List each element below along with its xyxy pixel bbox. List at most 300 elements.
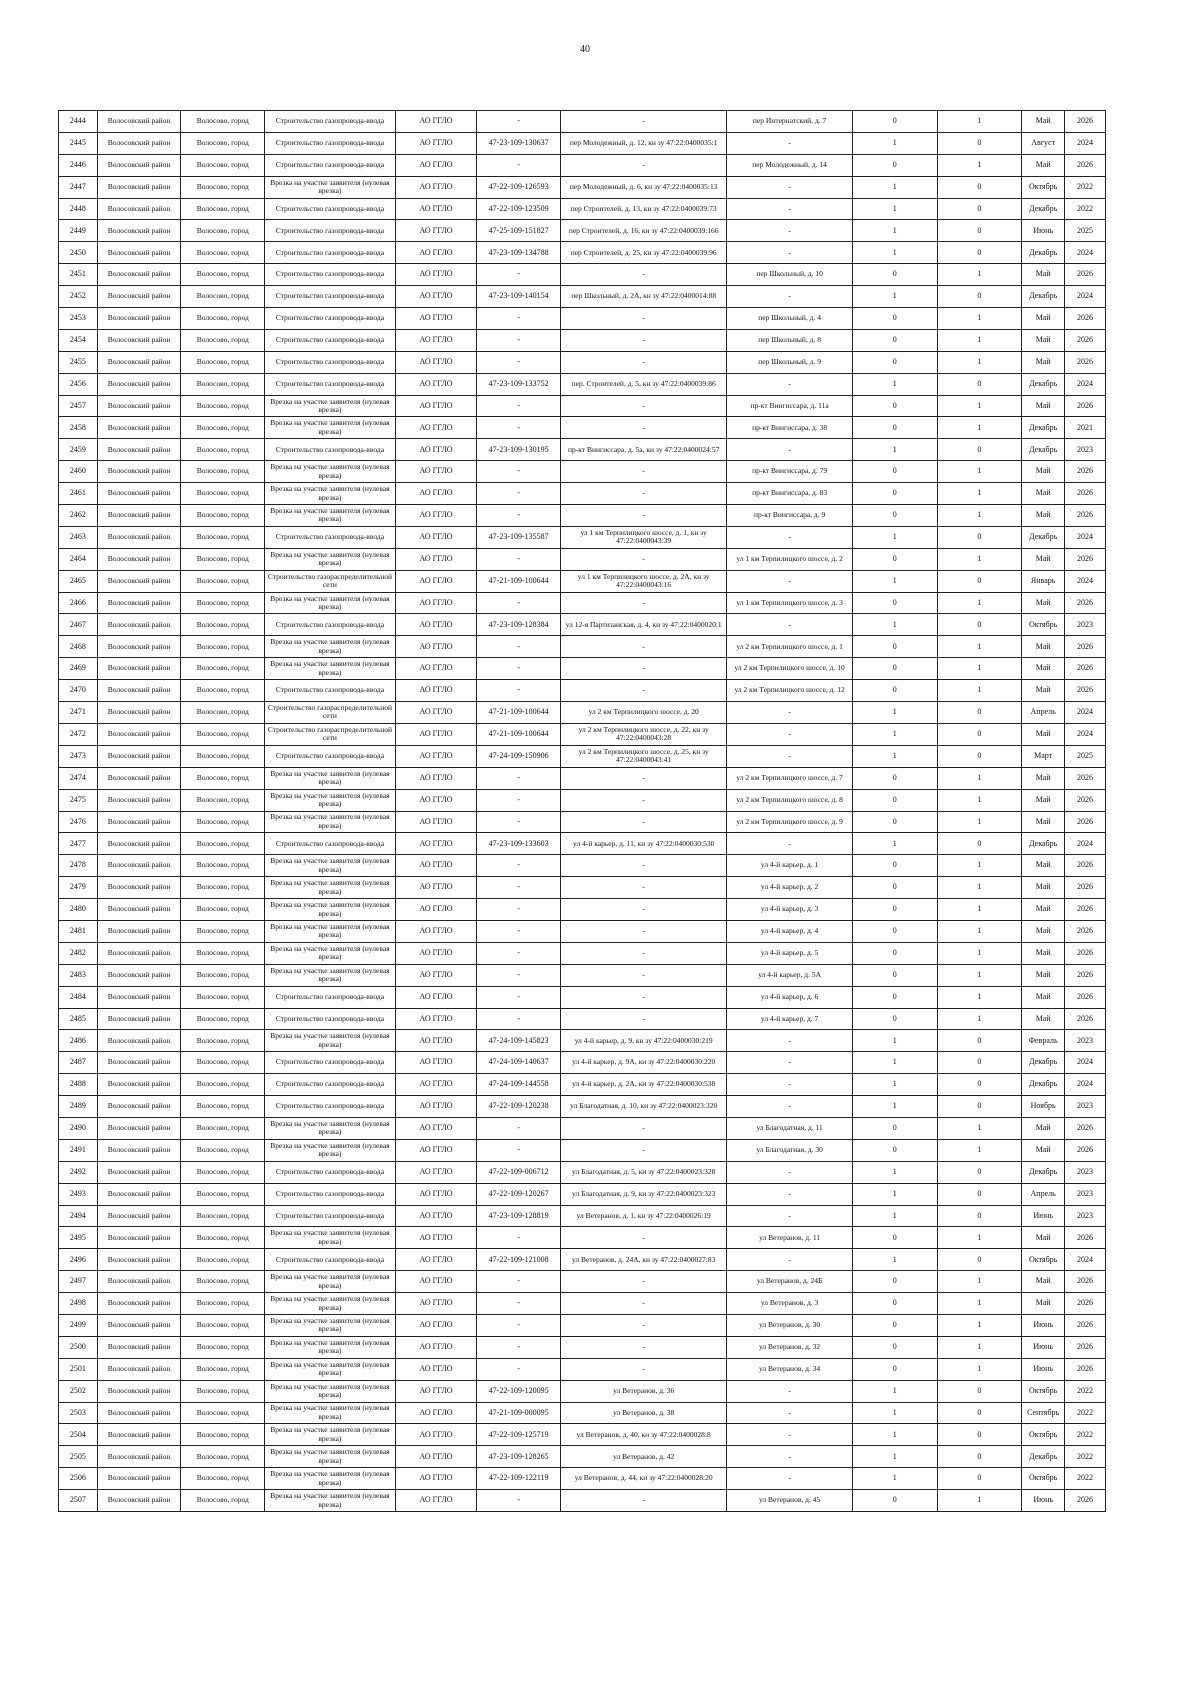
town-cell: Волосово, город [181, 1380, 265, 1402]
month-cell: Май [1022, 264, 1065, 286]
address-cell: - [727, 570, 853, 592]
district-cell: Волосовский район [97, 658, 181, 680]
district-cell: Волосовский район [97, 526, 181, 548]
address-cell: ул 2 км Терпилицкого шоссе, д. 9 [727, 811, 853, 833]
row-number-cell: 2498 [59, 1293, 98, 1315]
row-number-cell: 2503 [59, 1402, 98, 1424]
town-cell: Волосово, город [181, 1008, 265, 1030]
row-number-cell: 2486 [59, 1030, 98, 1052]
row-number-cell: 2490 [59, 1117, 98, 1139]
contract-number-cell: - [477, 942, 561, 964]
row-number-cell: 2447 [59, 176, 98, 198]
district-cell: Волосовский район [97, 329, 181, 351]
month-cell: Май [1022, 899, 1065, 921]
row-number-cell: 2506 [59, 1468, 98, 1490]
table-row [59, 833, 1106, 855]
work-type-cell: Врезка на участке заявителя (нулевая врезка) [265, 767, 396, 789]
town-cell: Волосово, город [181, 592, 265, 614]
organization-cell: АО ГГЛО [395, 964, 477, 986]
count-1-cell: 1 [852, 439, 937, 461]
district-cell: Волосовский район [97, 373, 181, 395]
town-cell: Волосово, город [181, 1468, 265, 1490]
count-1-cell: 0 [852, 417, 937, 439]
table-row [59, 1052, 1106, 1074]
work-type-cell: Врезка на участке заявителя (нулевая врезка) [265, 1271, 396, 1293]
town-cell: Волосово, город [181, 176, 265, 198]
year-cell: 2026 [1065, 505, 1106, 527]
year-cell: 2024 [1065, 702, 1106, 724]
town-cell: Волосово, город [181, 942, 265, 964]
organization-cell: АО ГГЛО [395, 505, 477, 527]
count-1-cell: 0 [852, 1139, 937, 1161]
organization-cell: АО ГГЛО [395, 811, 477, 833]
cadastral-address-cell: - [561, 811, 727, 833]
work-type-cell: Врезка на участке заявителя (нулевая врезка) [265, 395, 396, 417]
year-cell: 2023 [1065, 1183, 1106, 1205]
count-1-cell: 1 [852, 1096, 937, 1118]
organization-cell: АО ГГЛО [395, 1161, 477, 1183]
count-1-cell: 1 [852, 176, 937, 198]
year-cell: 2026 [1065, 111, 1106, 133]
town-cell: Волосово, город [181, 198, 265, 220]
year-cell: 2022 [1065, 1446, 1106, 1468]
contract-number-cell: - [477, 1314, 561, 1336]
cadastral-address-cell: - [561, 483, 727, 505]
address-cell: пер Школьный, д. 9 [727, 351, 853, 373]
month-cell: Июнь [1022, 220, 1065, 242]
count-1-cell: 0 [852, 811, 937, 833]
month-cell: Май [1022, 877, 1065, 899]
count-2-cell: 1 [937, 767, 1022, 789]
count-2-cell: 1 [937, 1271, 1022, 1293]
organization-cell: АО ГГЛО [395, 1271, 477, 1293]
row-number-cell: 2466 [59, 592, 98, 614]
address-cell: - [727, 1380, 853, 1402]
district-cell: Волосовский район [97, 505, 181, 527]
district-cell: Волосовский район [97, 1183, 181, 1205]
count-2-cell: 1 [937, 1336, 1022, 1358]
count-2-cell: 1 [937, 329, 1022, 351]
address-cell: - [727, 373, 853, 395]
count-2-cell: 1 [937, 658, 1022, 680]
contract-number-cell: - [477, 395, 561, 417]
district-cell: Волосовский район [97, 1227, 181, 1249]
row-number-cell: 2499 [59, 1314, 98, 1336]
contract-number-cell: 47-24-109-140637 [477, 1052, 561, 1074]
cadastral-address-cell: ул Благодатная, д. 5, кн зу 47:22:0400023:328 [561, 1161, 727, 1183]
organization-cell: АО ГГЛО [395, 1249, 477, 1271]
town-cell: Волосово, город [181, 1249, 265, 1271]
count-2-cell: 1 [937, 505, 1022, 527]
row-number-cell: 2453 [59, 308, 98, 330]
address-cell: - [727, 614, 853, 636]
count-2-cell: 0 [937, 1096, 1022, 1118]
address-cell: - [727, 132, 853, 154]
count-2-cell: 0 [937, 1074, 1022, 1096]
town-cell: Волосово, город [181, 702, 265, 724]
count-1-cell: 0 [852, 942, 937, 964]
cadastral-address-cell: - [561, 1314, 727, 1336]
row-number-cell: 2489 [59, 1096, 98, 1118]
year-cell: 2022 [1065, 1380, 1106, 1402]
count-2-cell: 1 [937, 855, 1022, 877]
district-cell: Волосовский район [97, 1271, 181, 1293]
address-cell: ул 4-й карьер, д. 3 [727, 899, 853, 921]
organization-cell: АО ГГЛО [395, 1052, 477, 1074]
address-cell: - [727, 745, 853, 767]
month-cell: Май [1022, 329, 1065, 351]
month-cell: Декабрь [1022, 1446, 1065, 1468]
organization-cell: АО ГГЛО [395, 1008, 477, 1030]
month-cell: Май [1022, 351, 1065, 373]
organization-cell: АО ГГЛО [395, 461, 477, 483]
work-type-cell: Строительство газопровода-ввода [265, 329, 396, 351]
address-cell: пер Школьный, д. 8 [727, 329, 853, 351]
count-2-cell: 1 [937, 1139, 1022, 1161]
town-cell: Волосово, город [181, 811, 265, 833]
month-cell: Май [1022, 1227, 1065, 1249]
month-cell: Октябрь [1022, 1380, 1065, 1402]
year-cell: 2024 [1065, 570, 1106, 592]
address-cell: - [727, 198, 853, 220]
district-cell: Волосовский район [97, 111, 181, 133]
town-cell: Волосово, город [181, 636, 265, 658]
organization-cell: АО ГГЛО [395, 855, 477, 877]
cadastral-address-cell: ул Ветеранов, д. 24А, кн зу 47:22:0400027:83 [561, 1249, 727, 1271]
month-cell: Май [1022, 395, 1065, 417]
count-2-cell: 1 [937, 1293, 1022, 1315]
count-1-cell: 1 [852, 1183, 937, 1205]
year-cell: 2026 [1065, 964, 1106, 986]
row-number-cell: 2463 [59, 526, 98, 548]
year-cell: 2026 [1065, 877, 1106, 899]
count-1-cell: 0 [852, 680, 937, 702]
organization-cell: АО ГГЛО [395, 877, 477, 899]
month-cell: Декабрь [1022, 242, 1065, 264]
row-number-cell: 2496 [59, 1249, 98, 1271]
district-cell: Волосовский район [97, 308, 181, 330]
row-number-cell: 2502 [59, 1380, 98, 1402]
cadastral-address-cell: - [561, 899, 727, 921]
cadastral-address-cell: пер Молодежный, д. 6, кн зу 47:22:0400035:13 [561, 176, 727, 198]
table-row [59, 526, 1106, 548]
cadastral-address-cell: ул Ветеранов, д. 44, кн зу 47:22:0400028:20 [561, 1468, 727, 1490]
district-cell: Волосовский район [97, 942, 181, 964]
work-type-cell: Строительство газопровода-ввода [265, 198, 396, 220]
year-cell: 2023 [1065, 1205, 1106, 1227]
year-cell: 2026 [1065, 855, 1106, 877]
table-row [59, 461, 1106, 483]
year-cell: 2026 [1065, 899, 1106, 921]
gasification-table [58, 110, 1106, 1512]
contract-number-cell: 47-22-109-006712 [477, 1161, 561, 1183]
address-cell: ул 4-й карьер, д. 2 [727, 877, 853, 899]
month-cell: Май [1022, 920, 1065, 942]
work-type-cell: Строительство газораспределительной сети [265, 723, 396, 745]
town-cell: Волосово, город [181, 1314, 265, 1336]
work-type-cell: Врезка на участке заявителя (нулевая врезка) [265, 658, 396, 680]
count-1-cell: 0 [852, 964, 937, 986]
count-1-cell: 0 [852, 789, 937, 811]
address-cell: ул Ветеранов, д. 24Б [727, 1271, 853, 1293]
contract-number-cell: 47-24-109-145823 [477, 1030, 561, 1052]
year-cell: 2026 [1065, 308, 1106, 330]
work-type-cell: Строительство газопровода-ввода [265, 132, 396, 154]
town-cell: Волосово, город [181, 1139, 265, 1161]
cadastral-address-cell: - [561, 1271, 727, 1293]
table-row [59, 1117, 1106, 1139]
organization-cell: АО ГГЛО [395, 899, 477, 921]
count-1-cell: 0 [852, 1314, 937, 1336]
month-cell: Май [1022, 111, 1065, 133]
contract-number-cell: 47-22-109-123509 [477, 198, 561, 220]
year-cell: 2026 [1065, 942, 1106, 964]
work-type-cell: Врезка на участке заявителя (нулевая врезка) [265, 1030, 396, 1052]
year-cell: 2026 [1065, 264, 1106, 286]
cadastral-address-cell: - [561, 1117, 727, 1139]
year-cell: 2024 [1065, 132, 1106, 154]
year-cell: 2025 [1065, 220, 1106, 242]
organization-cell: АО ГГЛО [395, 548, 477, 570]
cadastral-address-cell: - [561, 264, 727, 286]
address-cell: - [727, 1205, 853, 1227]
organization-cell: АО ГГЛО [395, 745, 477, 767]
work-type-cell: Строительство газопровода-ввода [265, 220, 396, 242]
cadastral-address-cell: ул 4-й карьер, д. 9, кн зу 47:22:0400030:219 [561, 1030, 727, 1052]
work-type-cell: Строительство газопровода-ввода [265, 439, 396, 461]
organization-cell: АО ГГЛО [395, 176, 477, 198]
address-cell: - [727, 833, 853, 855]
count-2-cell: 1 [937, 1358, 1022, 1380]
year-cell: 2026 [1065, 461, 1106, 483]
address-cell: - [727, 1030, 853, 1052]
year-cell: 2022 [1065, 1424, 1106, 1446]
table-row [59, 286, 1106, 308]
month-cell: Апрель [1022, 1183, 1065, 1205]
contract-number-cell: - [477, 767, 561, 789]
contract-number-cell: - [477, 417, 561, 439]
cadastral-address-cell: - [561, 658, 727, 680]
year-cell: 2026 [1065, 1293, 1106, 1315]
row-number-cell: 2446 [59, 154, 98, 176]
count-1-cell: 0 [852, 855, 937, 877]
table-row [59, 1336, 1106, 1358]
month-cell: Май [1022, 680, 1065, 702]
work-type-cell: Строительство газопровода-ввода [265, 680, 396, 702]
address-cell: - [727, 1052, 853, 1074]
cadastral-address-cell: - [561, 417, 727, 439]
cadastral-address-cell: - [561, 1139, 727, 1161]
contract-number-cell: - [477, 964, 561, 986]
district-cell: Волосовский район [97, 592, 181, 614]
contract-number-cell: - [477, 811, 561, 833]
month-cell: Октябрь [1022, 1249, 1065, 1271]
town-cell: Волосово, город [181, 986, 265, 1008]
count-1-cell: 1 [852, 1424, 937, 1446]
year-cell: 2026 [1065, 789, 1106, 811]
table-row [59, 680, 1106, 702]
address-cell: ул 4-й карьер, д. 5А [727, 964, 853, 986]
month-cell: Май [1022, 1271, 1065, 1293]
month-cell: Май [1022, 942, 1065, 964]
table-row [59, 351, 1106, 373]
row-number-cell: 2487 [59, 1052, 98, 1074]
work-type-cell: Врезка на участке заявителя (нулевая врезка) [265, 176, 396, 198]
work-type-cell: Врезка на участке заявителя (нулевая врезка) [265, 1402, 396, 1424]
row-number-cell: 2478 [59, 855, 98, 877]
row-number-cell: 2507 [59, 1490, 98, 1512]
table-row [59, 855, 1106, 877]
district-cell: Волосовский район [97, 1249, 181, 1271]
count-1-cell: 1 [852, 1249, 937, 1271]
contract-number-cell: - [477, 658, 561, 680]
row-number-cell: 2505 [59, 1446, 98, 1468]
count-2-cell: 1 [937, 308, 1022, 330]
town-cell: Волосово, город [181, 417, 265, 439]
organization-cell: АО ГГЛО [395, 286, 477, 308]
month-cell: Май [1022, 1139, 1065, 1161]
count-1-cell: 1 [852, 614, 937, 636]
organization-cell: АО ГГЛО [395, 920, 477, 942]
table-row [59, 1008, 1106, 1030]
work-type-cell: Строительство газопровода-ввода [265, 264, 396, 286]
count-2-cell: 0 [937, 702, 1022, 724]
town-cell: Волосово, город [181, 1490, 265, 1512]
town-cell: Волосово, город [181, 373, 265, 395]
work-type-cell: Врезка на участке заявителя (нулевая врезка) [265, 417, 396, 439]
cadastral-address-cell: пр-кт Вингиссара, д. 5а, кн зу 47:22:0400024:57 [561, 439, 727, 461]
table-row [59, 154, 1106, 176]
month-cell: Май [1022, 855, 1065, 877]
year-cell: 2026 [1065, 395, 1106, 417]
contract-number-cell: 47-21-109-100644 [477, 723, 561, 745]
year-cell: 2024 [1065, 833, 1106, 855]
cadastral-address-cell: - [561, 1227, 727, 1249]
address-cell: ул 2 км Терпилицкого шоссе, д. 10 [727, 658, 853, 680]
month-cell: Октябрь [1022, 1424, 1065, 1446]
year-cell: 2026 [1065, 1117, 1106, 1139]
count-1-cell: 0 [852, 636, 937, 658]
address-cell: пер Молодежный, д. 14 [727, 154, 853, 176]
town-cell: Волосово, город [181, 1096, 265, 1118]
count-1-cell: 1 [852, 373, 937, 395]
count-2-cell: 0 [937, 1161, 1022, 1183]
district-cell: Волосовский район [97, 702, 181, 724]
address-cell: ул Благодатная, д. 30 [727, 1139, 853, 1161]
month-cell: Декабрь [1022, 373, 1065, 395]
town-cell: Волосово, город [181, 220, 265, 242]
year-cell: 2023 [1065, 1096, 1106, 1118]
cadastral-address-cell: ул 4-й карьер, д. 11, кн зу 47:22:0400030:530 [561, 833, 727, 855]
contract-number-cell: - [477, 1358, 561, 1380]
count-2-cell: 1 [937, 548, 1022, 570]
cadastral-address-cell: пер Строителей, д. 16, кн зу 47:22:0400039:166 [561, 220, 727, 242]
month-cell: Май [1022, 1293, 1065, 1315]
contract-number-cell: - [477, 1271, 561, 1293]
month-cell: Июнь [1022, 1205, 1065, 1227]
organization-cell: АО ГГЛО [395, 1380, 477, 1402]
organization-cell: АО ГГЛО [395, 242, 477, 264]
cadastral-address-cell: пер. Строителей, д. 5, кн зу 47:22:0400039:86 [561, 373, 727, 395]
count-1-cell: 1 [852, 745, 937, 767]
month-cell: Май [1022, 767, 1065, 789]
count-2-cell: 0 [937, 1402, 1022, 1424]
cadastral-address-cell: - [561, 548, 727, 570]
district-cell: Волосовский район [97, 1446, 181, 1468]
row-number-cell: 2461 [59, 483, 98, 505]
address-cell: ул 4-й карьер, д. 4 [727, 920, 853, 942]
town-cell: Волосово, город [181, 1336, 265, 1358]
count-2-cell: 1 [937, 1227, 1022, 1249]
work-type-cell: Врезка на участке заявителя (нулевая врезка) [265, 1424, 396, 1446]
row-number-cell: 2473 [59, 745, 98, 767]
month-cell: Октябрь [1022, 614, 1065, 636]
district-cell: Волосовский район [97, 614, 181, 636]
month-cell: Май [1022, 592, 1065, 614]
count-2-cell: 1 [937, 636, 1022, 658]
district-cell: Волосовский район [97, 1293, 181, 1315]
town-cell: Волосово, город [181, 1271, 265, 1293]
table-row [59, 570, 1106, 592]
table-row [59, 242, 1106, 264]
organization-cell: АО ГГЛО [395, 1358, 477, 1380]
organization-cell: АО ГГЛО [395, 483, 477, 505]
row-number-cell: 2488 [59, 1074, 98, 1096]
month-cell: Декабрь [1022, 833, 1065, 855]
month-cell: Май [1022, 789, 1065, 811]
district-cell: Волосовский район [97, 680, 181, 702]
address-cell: ул Ветеранов, д. 30 [727, 1314, 853, 1336]
district-cell: Волосовский район [97, 198, 181, 220]
count-2-cell: 1 [937, 461, 1022, 483]
count-2-cell: 0 [937, 723, 1022, 745]
table-row [59, 1490, 1106, 1512]
cadastral-address-cell: - [561, 395, 727, 417]
work-type-cell: Строительство газопровода-ввода [265, 154, 396, 176]
table-row [59, 614, 1106, 636]
table-row [59, 899, 1106, 921]
address-cell: пр-кт Вингиссара, д. 38 [727, 417, 853, 439]
row-number-cell: 2471 [59, 702, 98, 724]
cadastral-address-cell: - [561, 1358, 727, 1380]
address-cell: ул 4-й карьер, д. 5 [727, 942, 853, 964]
town-cell: Волосово, город [181, 920, 265, 942]
work-type-cell: Врезка на участке заявителя (нулевая врезка) [265, 1468, 396, 1490]
contract-number-cell: 47-23-109-135587 [477, 526, 561, 548]
year-cell: 2023 [1065, 614, 1106, 636]
address-cell: ул Ветеранов, д. 3 [727, 1293, 853, 1315]
month-cell: Декабрь [1022, 439, 1065, 461]
count-2-cell: 0 [937, 132, 1022, 154]
row-number-cell: 2492 [59, 1161, 98, 1183]
count-2-cell: 0 [937, 286, 1022, 308]
work-type-cell: Строительство газопровода-ввода [265, 986, 396, 1008]
month-cell: Июнь [1022, 1314, 1065, 1336]
count-1-cell: 0 [852, 505, 937, 527]
table-row [59, 329, 1106, 351]
district-cell: Волосовский район [97, 1052, 181, 1074]
count-2-cell: 1 [937, 920, 1022, 942]
organization-cell: АО ГГЛО [395, 395, 477, 417]
contract-number-cell: - [477, 1117, 561, 1139]
count-2-cell: 0 [937, 1249, 1022, 1271]
count-2-cell: 1 [937, 1490, 1022, 1512]
year-cell: 2024 [1065, 286, 1106, 308]
address-cell: - [727, 439, 853, 461]
table-row [59, 1139, 1106, 1161]
row-number-cell: 2480 [59, 899, 98, 921]
contract-number-cell: - [477, 505, 561, 527]
